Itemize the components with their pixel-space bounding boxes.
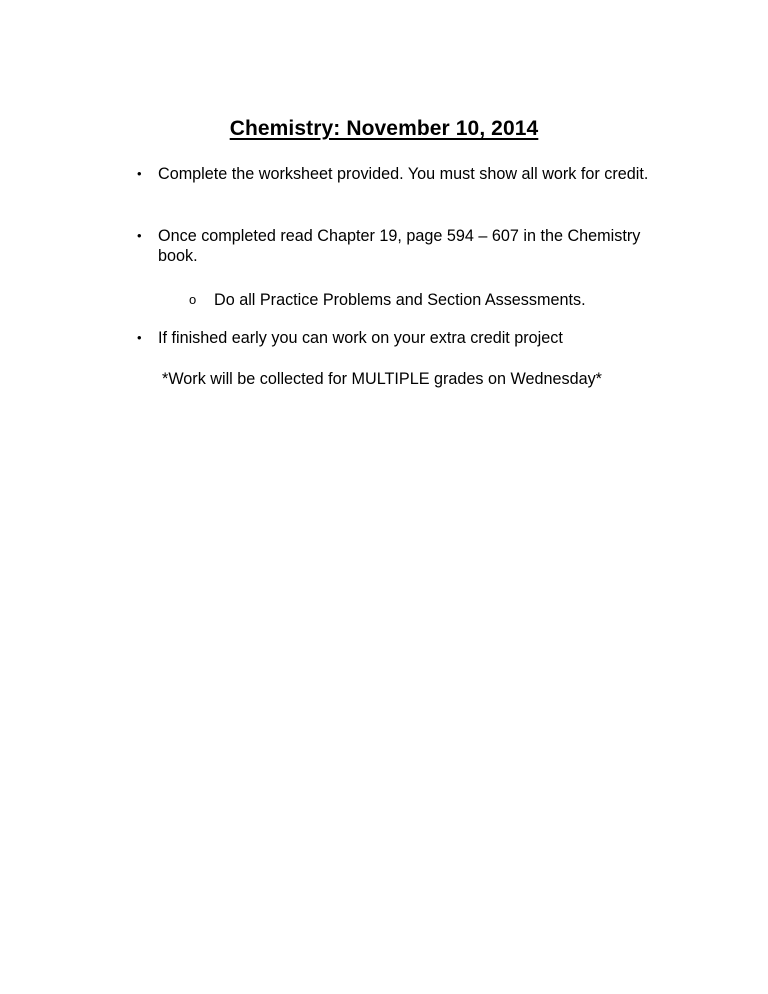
list-item-text: Complete the worksheet provided. You must show all work for credit. bbox=[158, 165, 649, 183]
bullet-marker: • bbox=[137, 228, 142, 243]
list-item-worksheet bbox=[137, 164, 657, 184]
list-item-text: If finished early you can work on your extra credit project bbox=[158, 329, 563, 347]
list-item-reading bbox=[137, 226, 657, 266]
collection-note: *Work will be collected for MULTIPLE grades on Wednesday* bbox=[162, 370, 602, 388]
sub-list-item-text: Do all Practice Problems and Section Assessments. bbox=[214, 291, 586, 309]
bullet-marker: • bbox=[137, 330, 142, 345]
list-item-text: Once completed read Chapter 19, page 594 – 607 in the Chemistry book. bbox=[158, 227, 641, 265]
page-title: Chemistry: November 10, 2014 bbox=[229, 117, 539, 140]
sub-bullet-marker: o bbox=[189, 292, 197, 307]
list-item-extra-credit bbox=[137, 328, 657, 348]
sub-list-item-practice bbox=[189, 290, 669, 310]
bullet-marker: • bbox=[137, 166, 142, 181]
